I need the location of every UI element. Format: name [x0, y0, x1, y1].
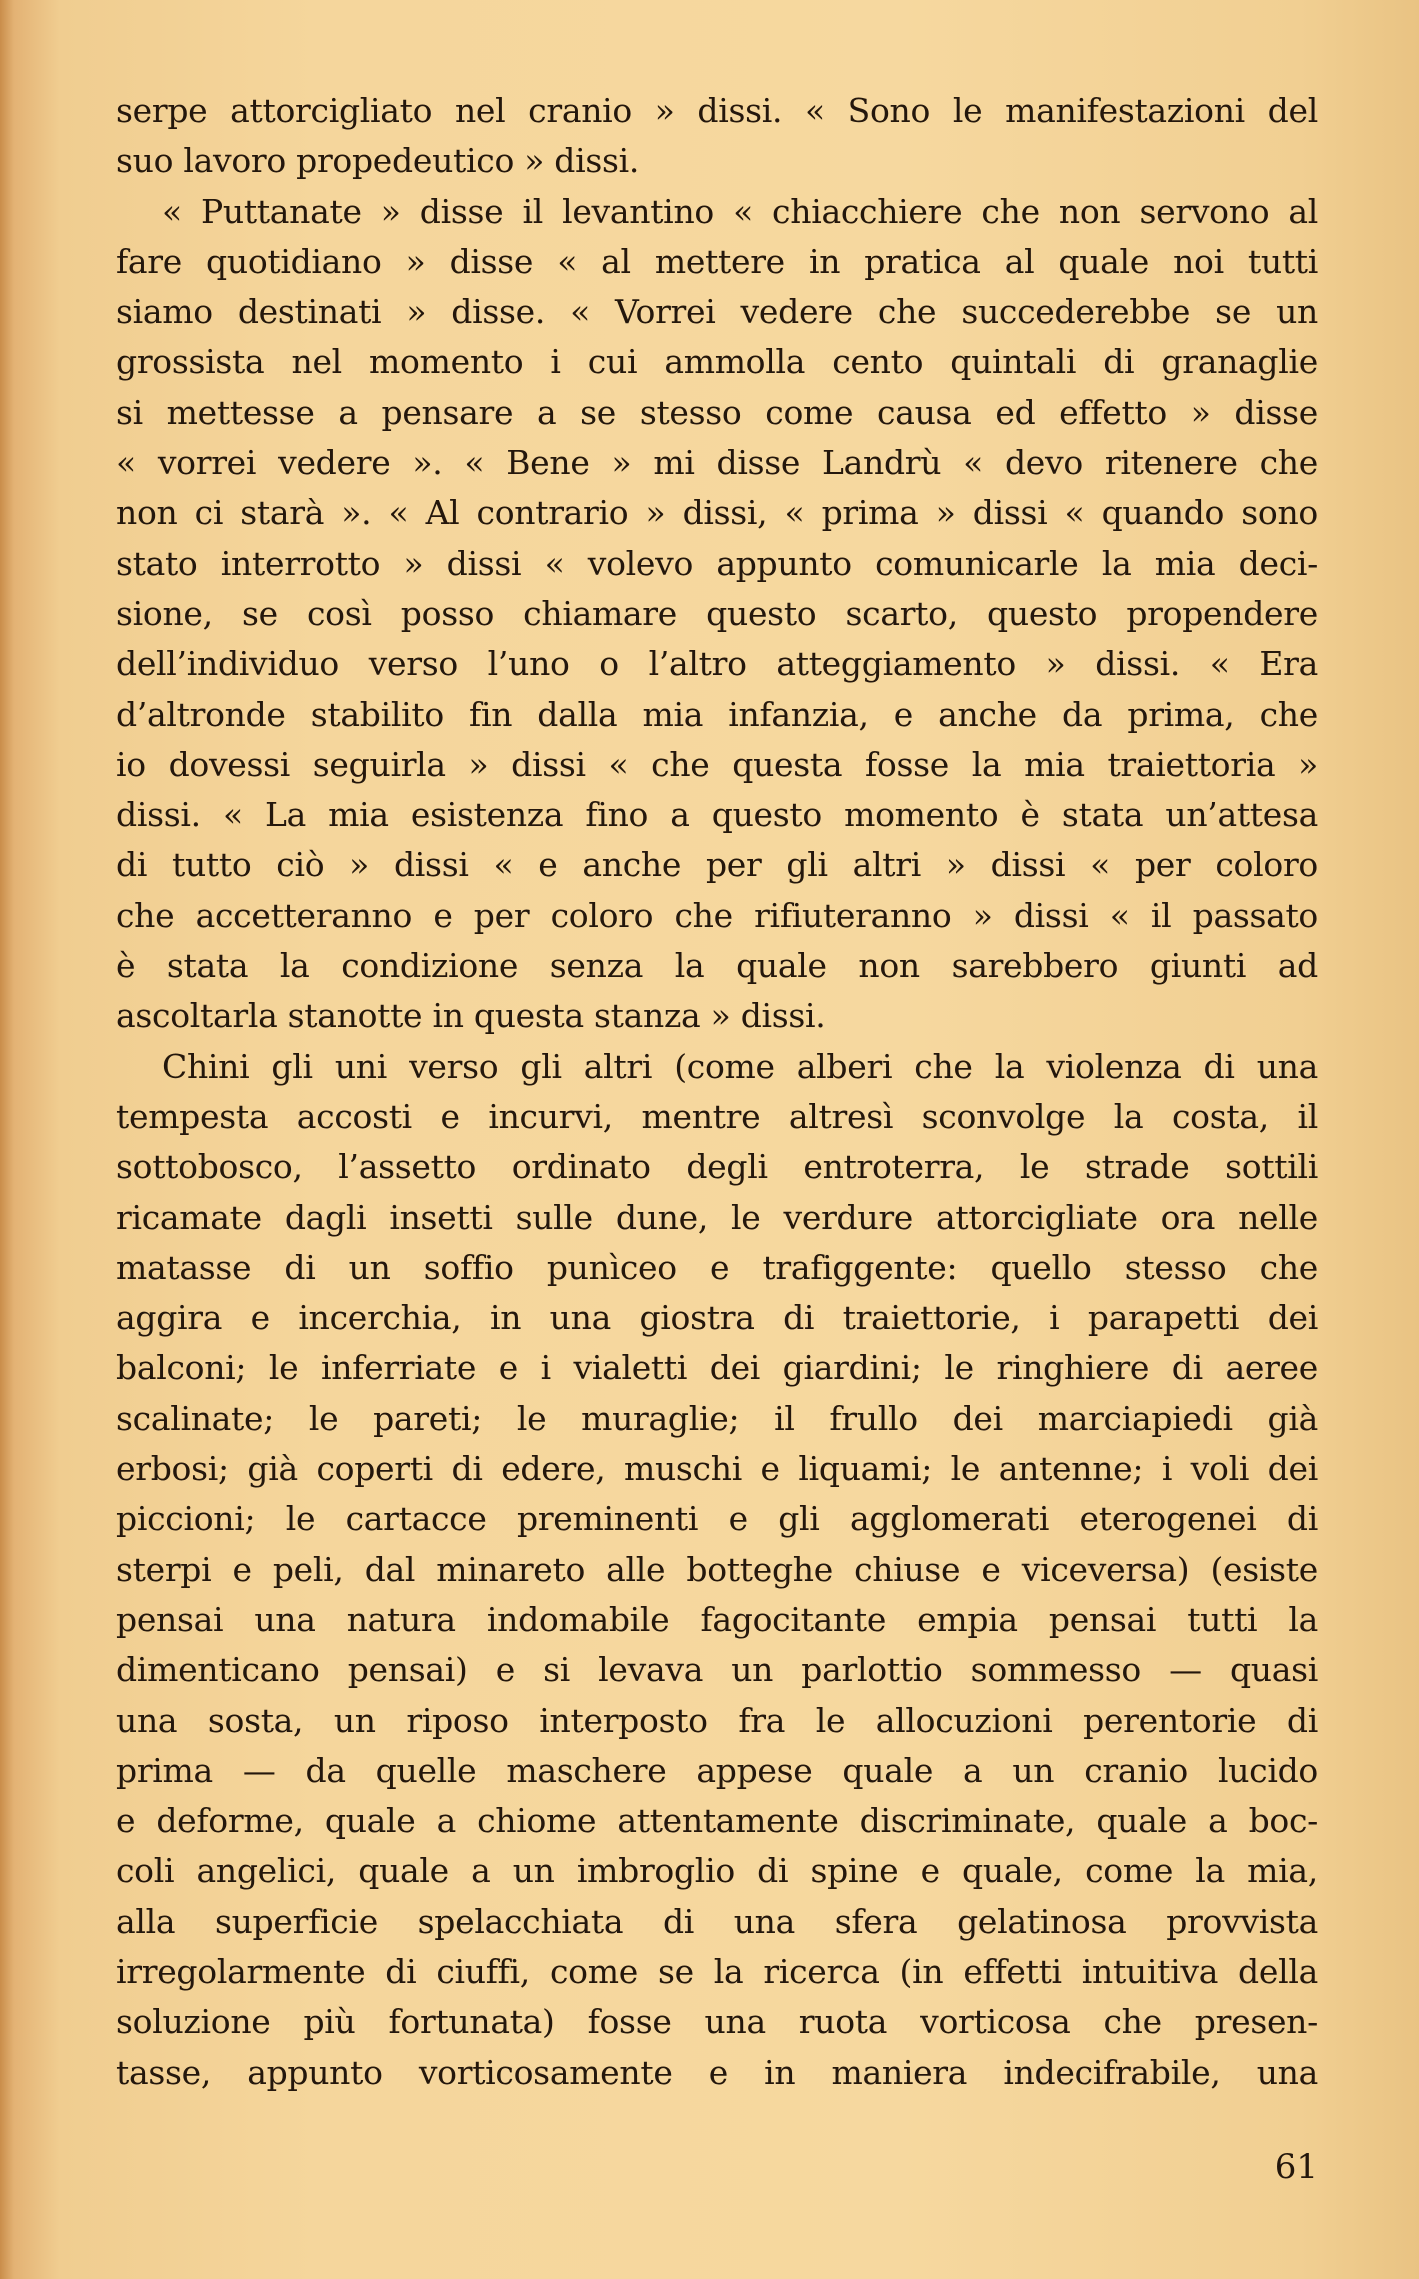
text-line: sione, se così posso chiamare questo scarto, questo propendere [116, 593, 1318, 633]
text-line: erbosi; già coperti di edere, muschi e liquami; le antenne; i voli dei [116, 1449, 1318, 1489]
text-line: sterpi e peli, dal minareto alle botteghe chiuse e viceversa) (esiste [116, 1549, 1318, 1589]
page-number: 61 [1274, 2147, 1318, 2187]
text-line: soluzione più fortunata) fosse una ruota vorticosa che presen- [116, 2002, 1318, 2042]
text-line: dell’individuo verso l’uno o l’altro atteggiamento » dissi. « Era [116, 644, 1318, 684]
text-line: fare quotidiano » disse « al mettere in pratica al quale noi tutti [116, 241, 1318, 281]
text-line: irregolarmente di ciuffi, come se la ricerca (in effetti intuitiva della [116, 1951, 1318, 1991]
text-line: ricamate dagli insetti sulle dune, le verdure attorcigliate ora nelle [116, 1197, 1318, 1237]
text-line: tasse, appunto vorticosamente e in maniera indecifrabile, una [116, 2052, 1318, 2092]
text-line: è stata la condizione senza la quale non sarebbero giunti ad [116, 946, 1318, 986]
text-line: matasse di un soffio punìceo e trafiggente: quello stesso che [116, 1247, 1318, 1287]
text-line: dimenticano pensai) e si levava un parlottio sommesso — quasi [116, 1650, 1318, 1690]
text-line: di tutto ciò » dissi « e anche per gli altri » dissi « per coloro [116, 845, 1318, 885]
text-line: io dovessi seguirla » dissi « che questa fosse la mia traiettoria » [116, 744, 1318, 784]
text-line: che accetteranno e per coloro che rifiuteranno » dissi « il passato [116, 895, 1318, 935]
text-line: suo lavoro propedeutico » dissi. [116, 141, 640, 181]
text-line: balconi; le inferriate e i vialetti dei giardini; le ringhiere di aeree [116, 1348, 1318, 1388]
text-line: piccioni; le cartacce preminenti e gli agglomerati eterogenei di [116, 1499, 1318, 1539]
text-line: tempesta accosti e incurvi, mentre altresì sconvolge la costa, il [116, 1096, 1318, 1136]
text-line: grossista nel momento i cui ammolla cento quintali di granaglie [116, 342, 1318, 382]
text-line: pensai una natura indomabile fagocitante empia pensai tutti la [116, 1599, 1318, 1639]
text-line: prima — da quelle maschere appese quale a un cranio lucido [116, 1750, 1318, 1790]
text-line: « Puttanate » disse il levantino « chiacchiere che non servono al [162, 191, 1318, 231]
text-line: alla superficie spelacchiata di una sfera gelatinosa provvista [116, 1901, 1318, 1941]
text-line: una sosta, un riposo interposto fra le allocuzioni perentorie di [116, 1700, 1318, 1740]
text-line: e deforme, quale a chiome attentamente discriminate, quale a boc- [116, 1801, 1318, 1841]
text-line: serpe attorcigliato nel cranio » dissi. « Sono le manifestazioni del [116, 91, 1318, 130]
text-line: ascoltarla stanotte in questa stanza » dissi. [116, 996, 826, 1036]
text-line: scalinate; le pareti; le muraglie; il frullo dei marciapiedi già [116, 1398, 1318, 1438]
text-line: dissi. « La mia esistenza fino a questo momento è stata un’attesa [116, 795, 1318, 835]
text-line: siamo destinati » disse. « Vorrei vedere che succederebbe se un [116, 292, 1318, 332]
text-line: stato interrotto » dissi « volevo appunto comunicarle la mia deci- [116, 543, 1318, 583]
text-line: si mettesse a pensare a se stesso come causa ed effetto » disse [116, 392, 1318, 432]
text-line: sottobosco, l’assetto ordinato degli entroterra, le strade sottili [116, 1147, 1318, 1187]
text-line: d’altronde stabilito fin dalla mia infanzia, e anche da prima, che [116, 694, 1318, 734]
text-line: « vorrei vedere ». « Bene » mi disse Landrù « devo ritenere che [116, 443, 1318, 483]
text-line: Chini gli uni verso gli altri (come alberi che la violenza di una [162, 1046, 1318, 1086]
body-text [116, 86, 1318, 2098]
text-line: coli angelici, quale a un imbroglio di spine e quale, come la mia, [116, 1851, 1318, 1891]
text-line: aggira e incerchia, in una giostra di traiettorie, i parapetti dei [116, 1298, 1318, 1338]
text-line: non ci starà ». « Al contrario » dissi, « prima » dissi « quando sono [116, 493, 1318, 533]
